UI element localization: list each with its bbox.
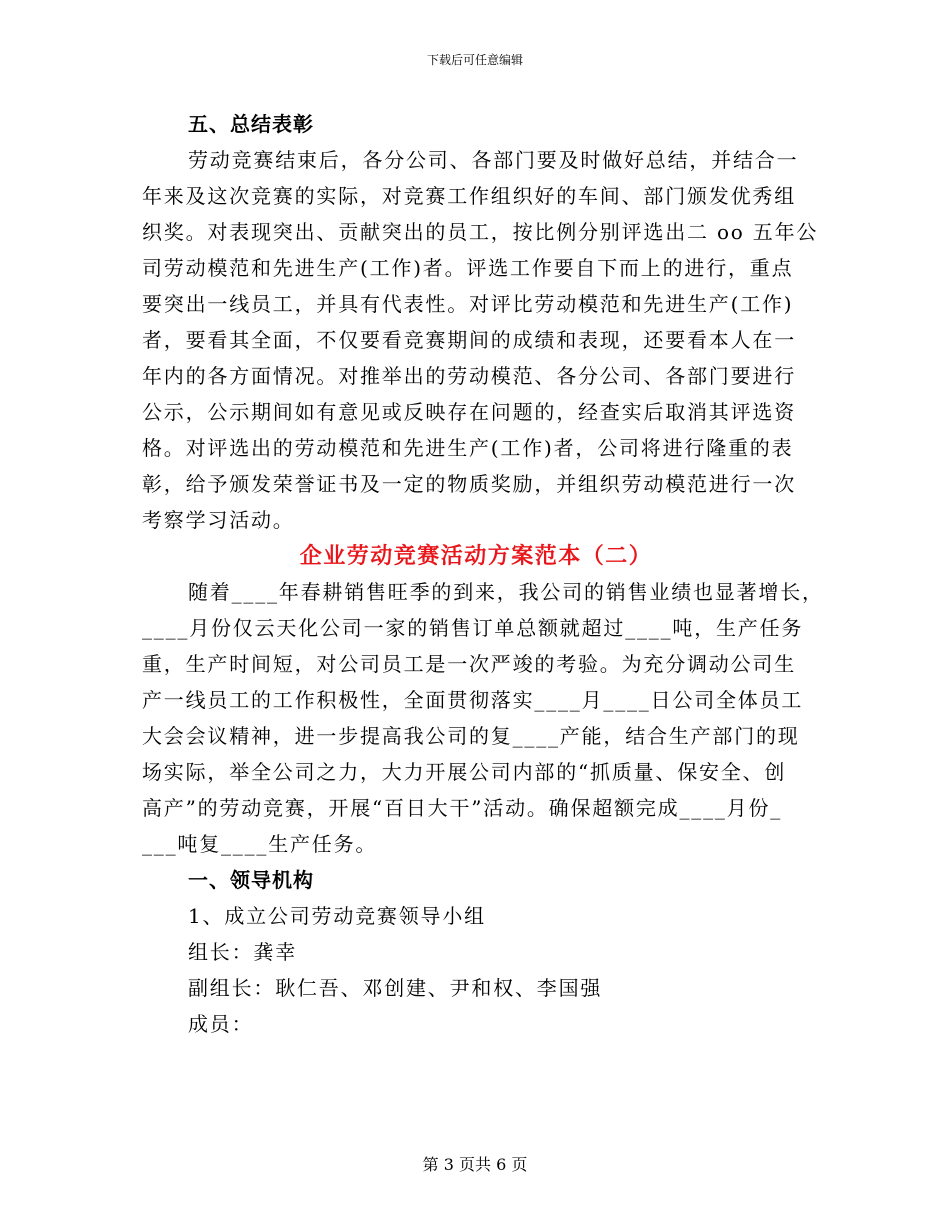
paragraph-line: 随着____年春耕销售旺季的到来，我公司的销售业绩也显著增长， (188, 580, 824, 604)
paragraph-line: 产一线员工的工作积极性，全面贯彻落实____月____日公司全体员工 (142, 688, 804, 712)
paragraph-line: 考察学习活动。 (142, 508, 295, 532)
list-item: 1、成立公司劳动竞赛领导小组 (188, 904, 486, 928)
paragraph-line: 者，要看其全面，不仅要看竞赛期间的成绩和表现，还要看本人在一 (142, 328, 796, 352)
section-heading-leadership: 一、领导机构 (188, 868, 314, 892)
paragraph-line: ___吨复____生产任务。 (142, 832, 378, 856)
paragraph-line: 年内的各方面情况。对推举出的劳动模范、各分公司、各部门要进行 (142, 364, 796, 388)
paragraph-line: 高产”的劳动竞赛，开展“百日大干”活动。确保超额完成____月份_ (142, 796, 783, 820)
paragraph-line: 公示，公示期间如有意见或反映存在问题的，经查实后取消其评选资 (142, 400, 796, 424)
paragraph-line: 场实际，举全公司之力，大力开展公司内部的“抓质量、保安全、创 (142, 760, 787, 784)
page-header: 下载后可任意编辑 (426, 53, 523, 67)
paragraph-line: 劳动竞赛结束后，各分公司、各部门要及时做好总结，并结合一 (188, 148, 799, 172)
section-heading-summary: 五、总结表彰 (188, 112, 314, 136)
paragraph-line: 格。对评选出的劳动模范和先进生产(工作)者，公司将进行隆重的表 (142, 436, 794, 460)
list-item: 副组长：耿仁吾、邓创建、尹和权、李国强 (188, 976, 603, 1000)
document-body (142, 106, 824, 1042)
paragraph-line: 司劳动模范和先进生产(工作)者。评选工作要自下而上的进行，重点 (142, 256, 794, 280)
paragraph-line: 大会会议精神，进一步提高我公司的复____产能，结合生产部门的现 (142, 724, 800, 748)
paragraph-line: 彰，给予颁发荣誉证书及一定的物质奖励，并组织劳动模范进行一次 (142, 472, 796, 496)
page-footer: 第 3 页共 6 页 (422, 1155, 528, 1174)
paragraph-line: 要突出一线员工，并具有代表性。对评比劳动模范和先进生产(工作) (142, 292, 794, 316)
list-item: 组长：龚幸 (188, 940, 297, 964)
list-item: 成员： (188, 1012, 254, 1036)
document-title: 企业劳动竞赛活动方案范本（二） (299, 543, 653, 569)
paragraph-line: 重，生产时间短，对公司员工是一次严竣的考验。为充分调动公司生 (142, 652, 796, 676)
paragraph-line: 年来及这次竞赛的实际，对竞赛工作组织好的车间、部门颁发优秀组 (142, 184, 796, 208)
paragraph-line: 织奖。对表现突出、贡献突出的员工，按比例分别评选出二 oo 五年公 (142, 220, 819, 244)
paragraph-line: ____月份仅云天化公司一家的销售订单总额就超过____吨，生产任务 (142, 616, 804, 640)
